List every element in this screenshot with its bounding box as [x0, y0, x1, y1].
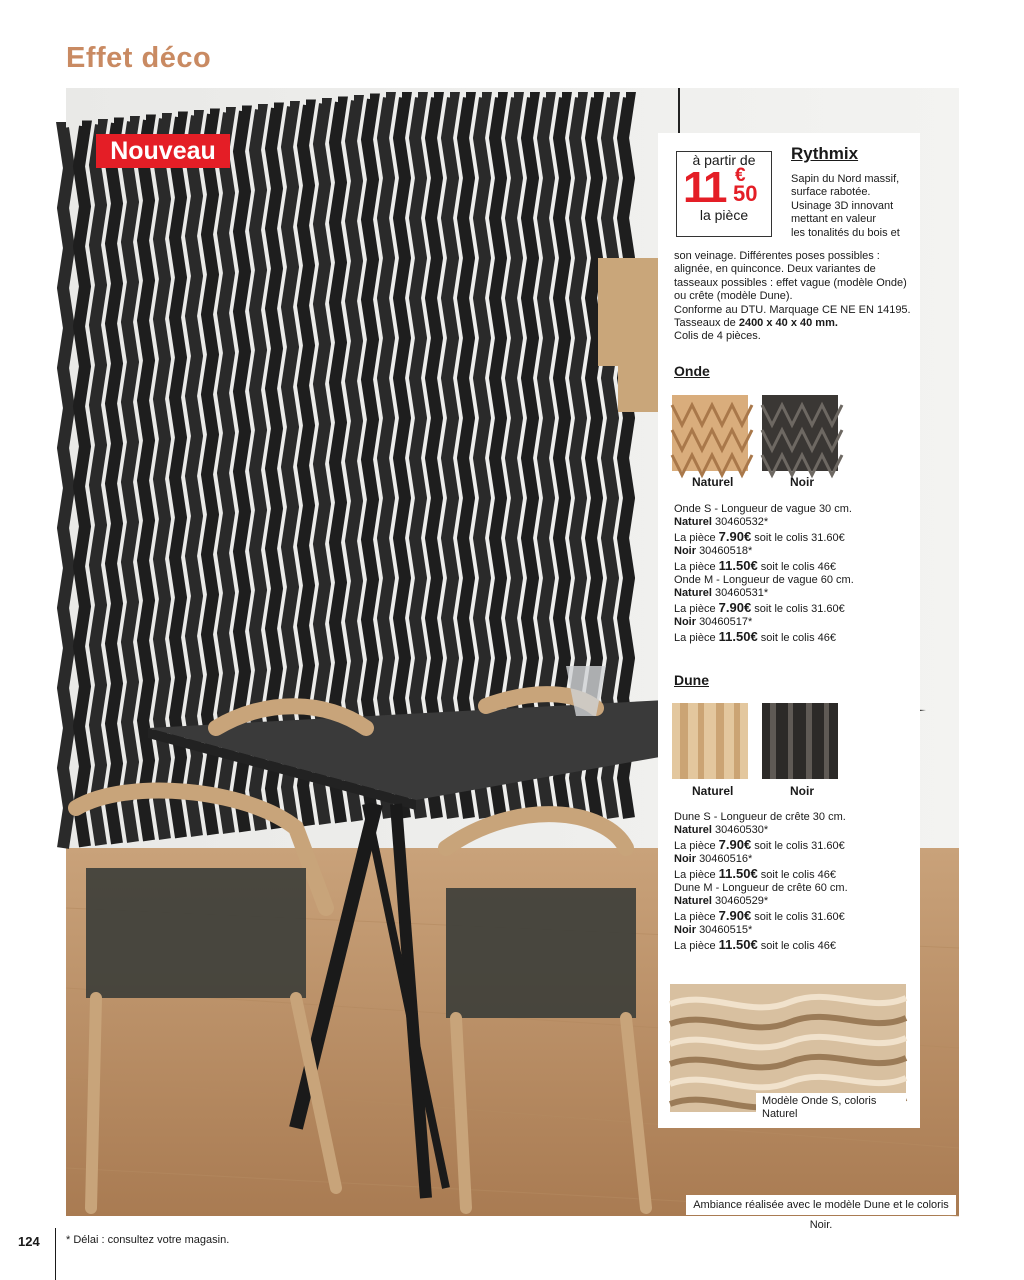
- desc-line: Usinage 3D innovant: [791, 199, 894, 212]
- ref-code: 30460518*: [699, 545, 753, 558]
- colis-price: 46€: [817, 631, 836, 644]
- piece-price: 11.50€: [718, 936, 758, 952]
- slat: [447, 98, 453, 818]
- pack-line: Colis de 4 pièces.: [674, 330, 761, 343]
- slat: [127, 122, 133, 842]
- variant-price: [674, 938, 914, 953]
- variant-ref: [674, 516, 914, 529]
- dimensions-line: [674, 317, 914, 330]
- onde-noir-label: Noir: [790, 475, 814, 489]
- slat: [415, 98, 421, 818]
- dune-naturel-swatch: [672, 703, 748, 779]
- piece-price: 7.90€: [718, 907, 752, 923]
- piece-price: 11.50€: [718, 628, 758, 644]
- ref-code: 30460515*: [699, 924, 753, 937]
- ref-code: 30460530*: [714, 824, 769, 837]
- ref-code: 30460529*: [714, 895, 769, 908]
- onde-variants: [674, 503, 914, 645]
- price-integer: 11: [683, 163, 726, 213]
- slat: [287, 107, 293, 827]
- price-value: [677, 163, 771, 213]
- piece-label: La pièce: [674, 560, 719, 573]
- slat: [431, 98, 437, 818]
- ref-code: 30460532*: [714, 516, 769, 529]
- slat: [95, 125, 101, 845]
- page-divider: [55, 1228, 56, 1280]
- piece-label: La pièce: [674, 602, 719, 615]
- price-decimal: 50: [733, 181, 758, 207]
- variant-head: Onde S - Longueur de vague 30 cm.: [674, 503, 852, 515]
- piece-price: 7.90€: [718, 599, 752, 615]
- colis-price: 31.60€: [811, 839, 845, 852]
- new-badge: Nouveau: [96, 134, 230, 168]
- dune-noir-swatch: [762, 703, 838, 779]
- variant-head: Dune S - Longueur de crête 30 cm.: [674, 811, 846, 823]
- variant-ref: [674, 853, 914, 866]
- variant-ref: [674, 824, 914, 837]
- piece-label: La pièce: [674, 531, 719, 544]
- slat: [79, 127, 85, 847]
- colis-price: 31.60€: [811, 531, 845, 544]
- price-box: [676, 151, 772, 237]
- piece-price: 11.50€: [718, 865, 758, 881]
- dims-label: Tasseaux de: [674, 317, 739, 330]
- colis-label: soit le colis: [754, 531, 812, 544]
- variant-price: [674, 530, 914, 545]
- ref-label: Naturel: [674, 516, 712, 529]
- slat: [271, 109, 277, 829]
- product-name: Rythmix: [791, 144, 859, 163]
- desc-line: Sapin du Nord massif,: [791, 173, 900, 185]
- colis-price: 46€: [817, 560, 836, 573]
- ref-code: 30460516*: [699, 853, 753, 866]
- colis-price: 31.60€: [811, 910, 845, 923]
- variant-price: [674, 630, 914, 645]
- colis-label: soit le colis: [754, 910, 812, 923]
- price-currency: €: [735, 165, 746, 187]
- price-unit: la pièce: [699, 207, 749, 224]
- ref-label: Noir: [674, 853, 696, 866]
- colis-label: soit le colis: [760, 560, 818, 573]
- variant-head: Onde M - Longueur de vague 60 cm.: [674, 574, 854, 587]
- variant-ref: [674, 587, 914, 600]
- page-number: 124: [18, 1234, 40, 1249]
- desc-line: mettant en valeur: [791, 213, 876, 226]
- desc-line: ou crête (modèle Dune).: [674, 290, 793, 303]
- ref-label: Naturel: [674, 895, 712, 908]
- ref-label: Naturel: [674, 587, 712, 600]
- desc-line: tasseaux possibles : effet vague (modèle Onde): [674, 276, 907, 289]
- colis-price: 31.60€: [811, 602, 845, 615]
- dune-title: Dune: [674, 672, 709, 688]
- piece-label: La pièce: [674, 910, 719, 923]
- slat: [111, 124, 117, 844]
- onde-noir-swatch: [762, 395, 838, 471]
- piece-label: La pièce: [674, 631, 719, 644]
- section-title: Effet déco: [66, 42, 212, 74]
- dune-variants: [674, 811, 914, 953]
- slat: [303, 106, 309, 826]
- inset-caption: Modèle Onde S, coloris Naturel: [756, 1093, 906, 1124]
- ambiance-caption: Ambiance réalisée avec le modèle Dune et le coloris Noir.: [686, 1195, 956, 1215]
- variant-ref: [674, 924, 914, 937]
- colis-label: soit le colis: [754, 602, 812, 615]
- colis-price: 46€: [817, 868, 836, 881]
- onde-title: Onde: [674, 363, 710, 379]
- desc-line: son veinage. Différentes poses possibles :: [674, 250, 880, 262]
- colis-label: soit le colis: [760, 868, 818, 881]
- piece-price: 11.50€: [718, 557, 758, 573]
- desc-line: alignée, en quinconce. Deux variantes de: [674, 263, 876, 276]
- onde-detail-photo: [670, 984, 906, 1121]
- dune-noir-label: Noir: [790, 784, 814, 798]
- piece-label: La pièce: [674, 939, 719, 952]
- ref-label: Noir: [674, 545, 696, 558]
- colis-label: soit le colis: [754, 839, 812, 852]
- desc-line: les tonalités du bois et: [791, 226, 900, 239]
- desc-line: Conforme au DTU. Marquage CE NE EN 14195.: [674, 303, 911, 316]
- variant-ref: [674, 895, 914, 908]
- variant-price: [674, 838, 914, 853]
- footnote: * Délai : consultez votre magasin.: [66, 1234, 230, 1246]
- slat: [463, 98, 469, 818]
- piece-price: 7.90€: [718, 836, 752, 852]
- piece-label: La pièce: [674, 839, 719, 852]
- onde-naturel-label: Naturel: [692, 475, 734, 489]
- variant-head: Dune M - Longueur de crête 60 cm.: [674, 882, 848, 895]
- product-description-bottom: [674, 250, 914, 344]
- dune-naturel-label: Naturel: [692, 784, 734, 798]
- price-from-label: à partir de: [692, 152, 756, 168]
- variant-price: [674, 601, 914, 616]
- product-description-top: [791, 173, 916, 240]
- slat: [399, 98, 405, 818]
- onde-naturel-swatch: [672, 395, 748, 471]
- ref-label: Naturel: [674, 824, 712, 837]
- slat: [63, 128, 69, 848]
- variant-ref: [674, 545, 914, 558]
- ref-label: Noir: [674, 616, 696, 629]
- slat: [383, 98, 389, 818]
- piece-label: La pièce: [674, 868, 719, 881]
- variant-price: [674, 559, 914, 574]
- ref-code: 30460531*: [714, 587, 769, 600]
- dims-value: 2400 x 40 x 40 mm.: [738, 317, 838, 330]
- ref-label: Noir: [674, 924, 696, 937]
- colis-label: soit le colis: [760, 939, 818, 952]
- slat: [367, 100, 373, 820]
- variant-ref: [674, 616, 914, 629]
- colis-label: soit le colis: [760, 631, 818, 644]
- desc-line: surface rabotée.: [791, 186, 871, 199]
- variant-price: [674, 867, 914, 882]
- ref-code: 30460517*: [699, 616, 753, 629]
- piece-price: 7.90€: [718, 528, 752, 544]
- product-panel: [658, 133, 920, 1128]
- colis-price: 46€: [817, 939, 836, 952]
- variant-price: [674, 909, 914, 924]
